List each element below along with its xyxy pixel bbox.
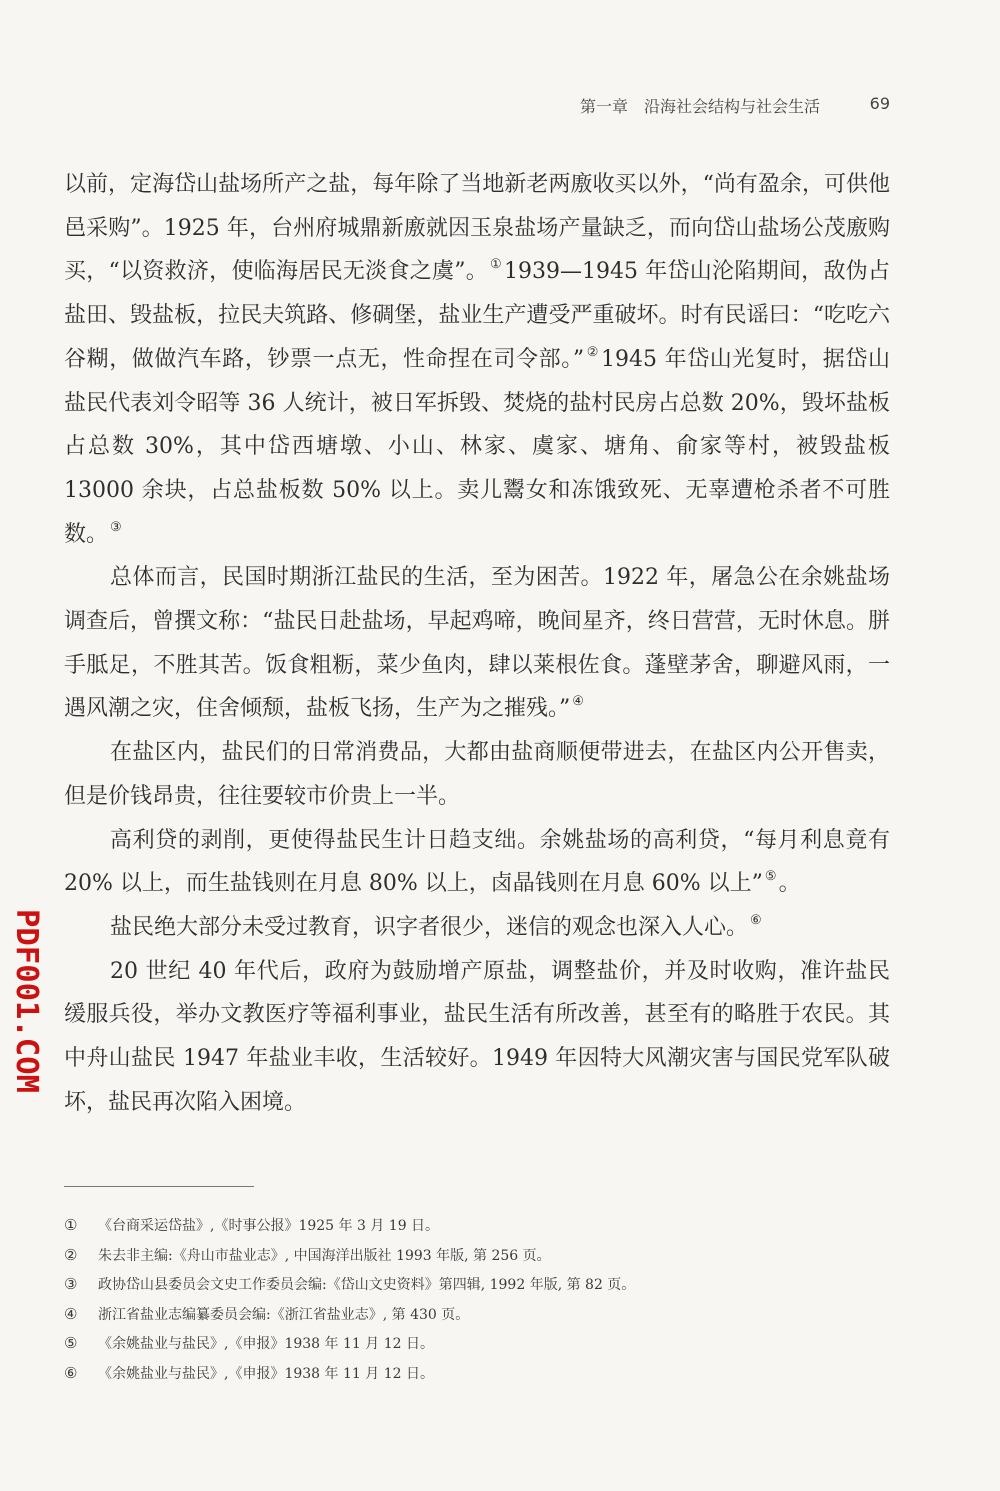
footnote-text: 《余姚盐业与盐民》,《申报》1938 年 11 月 12 日。 [98,1336,434,1353]
footnote-marker: ③ [64,1275,78,1294]
footnote-item [64,1300,890,1330]
footnote-marker: ② [64,1245,78,1264]
footnote-text: 政协岱山县委员会文史工作委员会编:《岱山文史资料》第四辑, 1992 年版, 第 82 页。 [98,1277,636,1294]
paragraph-text: 以前，定海岱山盐场所产之盐，每年除了当地新老两廒收买以外，“尚有盈余，可供他邑采购”。1925 年，台州府城鼎新廒就因玉泉盐场产量缺乏，而向岱山盐场公茂廒购买，“以资救济，使临海居民无淡食之虞”。 [64,172,890,285]
footnote-ref[interactable]: ④ [572,694,584,710]
footnote-item [64,1211,890,1241]
paragraph-text: 1945 年岱山光复时，据岱山盐民代表刘令昭等 36 人统计，被日军拆毁、焚烧的盐村民房占总数 20%，毁坏盐板占总数 30%，其中岱西塘墩、小山、林家、虞家、塘角、俞家等村，被毁盐板 13000 余块，占总盐板数 50% 以上。卖儿鬻女和冻饿致死、无辜遭枪杀者不可胜数。 [64,346,891,547]
watermark-text: PDF001.COM [9,909,44,1090]
footnote-marker: ⑥ [64,1363,78,1382]
footnote-text: 朱去非主编:《舟山市盐业志》, 中国海洋出版社 1993 年版, 第 256 页。 [98,1247,551,1264]
footnote-item [64,1241,890,1271]
footnote-text: 《余姚盐业与盐民》,《申报》1938 年 11 月 12 日。 [98,1365,434,1382]
footnote-item [64,1270,890,1300]
paragraph-text: 20 世纪 40 年代后，政府为鼓励增产原盐，调整盐价，并及时收购，准许盐民缓服兵役，举办文教医疗等福利事业，盐民生活有所改善，甚至有的略胜于农民。其中舟山盐民 1947 年盐业丰收，生活较好。1949 年因特大风潮灾害与国民党军队破坏，盐民再次陷入困境。 [64,958,890,1115]
watermark-logo [4,905,56,1097]
body-text [64,163,890,1124]
footnote-marker: ① [64,1216,78,1234]
page-number: 69 [869,94,890,113]
paragraph-text: 。 [778,871,801,897]
watermark-graphic [4,905,56,1097]
paragraph [64,906,890,950]
footnote-item [64,1329,890,1359]
paragraph [64,163,890,556]
footnote-text: 《台商采运岱盐》,《时事公报》1925 年 3 月 19 日。 [98,1218,440,1234]
footnote-item [64,1359,890,1389]
footnote-marker: ④ [64,1304,78,1323]
footnote-ref[interactable]: ⑥ [750,912,762,928]
paragraph [64,556,890,731]
footnote-ref[interactable]: ② [586,344,599,360]
footnote-marker: ⑤ [64,1334,78,1353]
paragraph [64,950,890,1125]
footnote-divider [64,1186,254,1187]
running-header [580,94,890,120]
paragraph-text: 在盐区内，盐民们的日常消费品，大都由盐商顺便带进去，在盐区内公开售卖，但是价钱昂贵，往往要较市价贵上一半。 [64,740,890,809]
footnotes [64,1211,890,1389]
footnote-ref[interactable]: ① [490,257,502,273]
paragraph [64,731,890,818]
paragraph-text: 高利贷的剥削，更使得盐民生计日趋支绌。余姚盐场的高利贷，“每月利息竟有 20% 以上，而生盐钱则在月息 80% 以上，卤晶钱则在月息 60% 以上” [64,827,890,897]
paragraph-text: 总体而言，民国时期浙江盐民的生活，至为困苦。1922 年，屠急公在余姚盐场调查后，曾撰文称：“盐民日赴盐场，早起鸡啼，晚间星齐，终日营营，无时休息。胼手胝足，不胜其苦。饭食粗粝，菜少鱼肉，肆以莱根佐食。蓬壁茅舍，聊避风雨，一遇风潮之灾，住舍倾颓，盐板飞扬，生产为之摧残。” [64,565,890,722]
chapter-title: 第一章 沿海社会结构与社会生活 [580,97,821,116]
footnote-text: 浙江省盐业志编纂委员会编:《浙江省盐业志》, 第 430 页。 [98,1306,470,1323]
paragraph-text: 盐民绝大部分未受过教育，识字者很少，迷信的观念也深入人心。 [110,914,749,940]
footnote-ref[interactable]: ③ [110,519,122,535]
paragraph-text: 1939—1945 年岱山沦陷期间，敌伪占盐田、毁盐板，拉民夫筑路、修碉堡，盐业生产遭受严重破坏。时有民谣曰：“吃吃六谷糊，做做汽车路，钞票一点无，性命捏在司令部。” [64,259,891,372]
footnote-ref[interactable]: ⑤ [764,869,777,885]
paragraph [64,819,890,906]
